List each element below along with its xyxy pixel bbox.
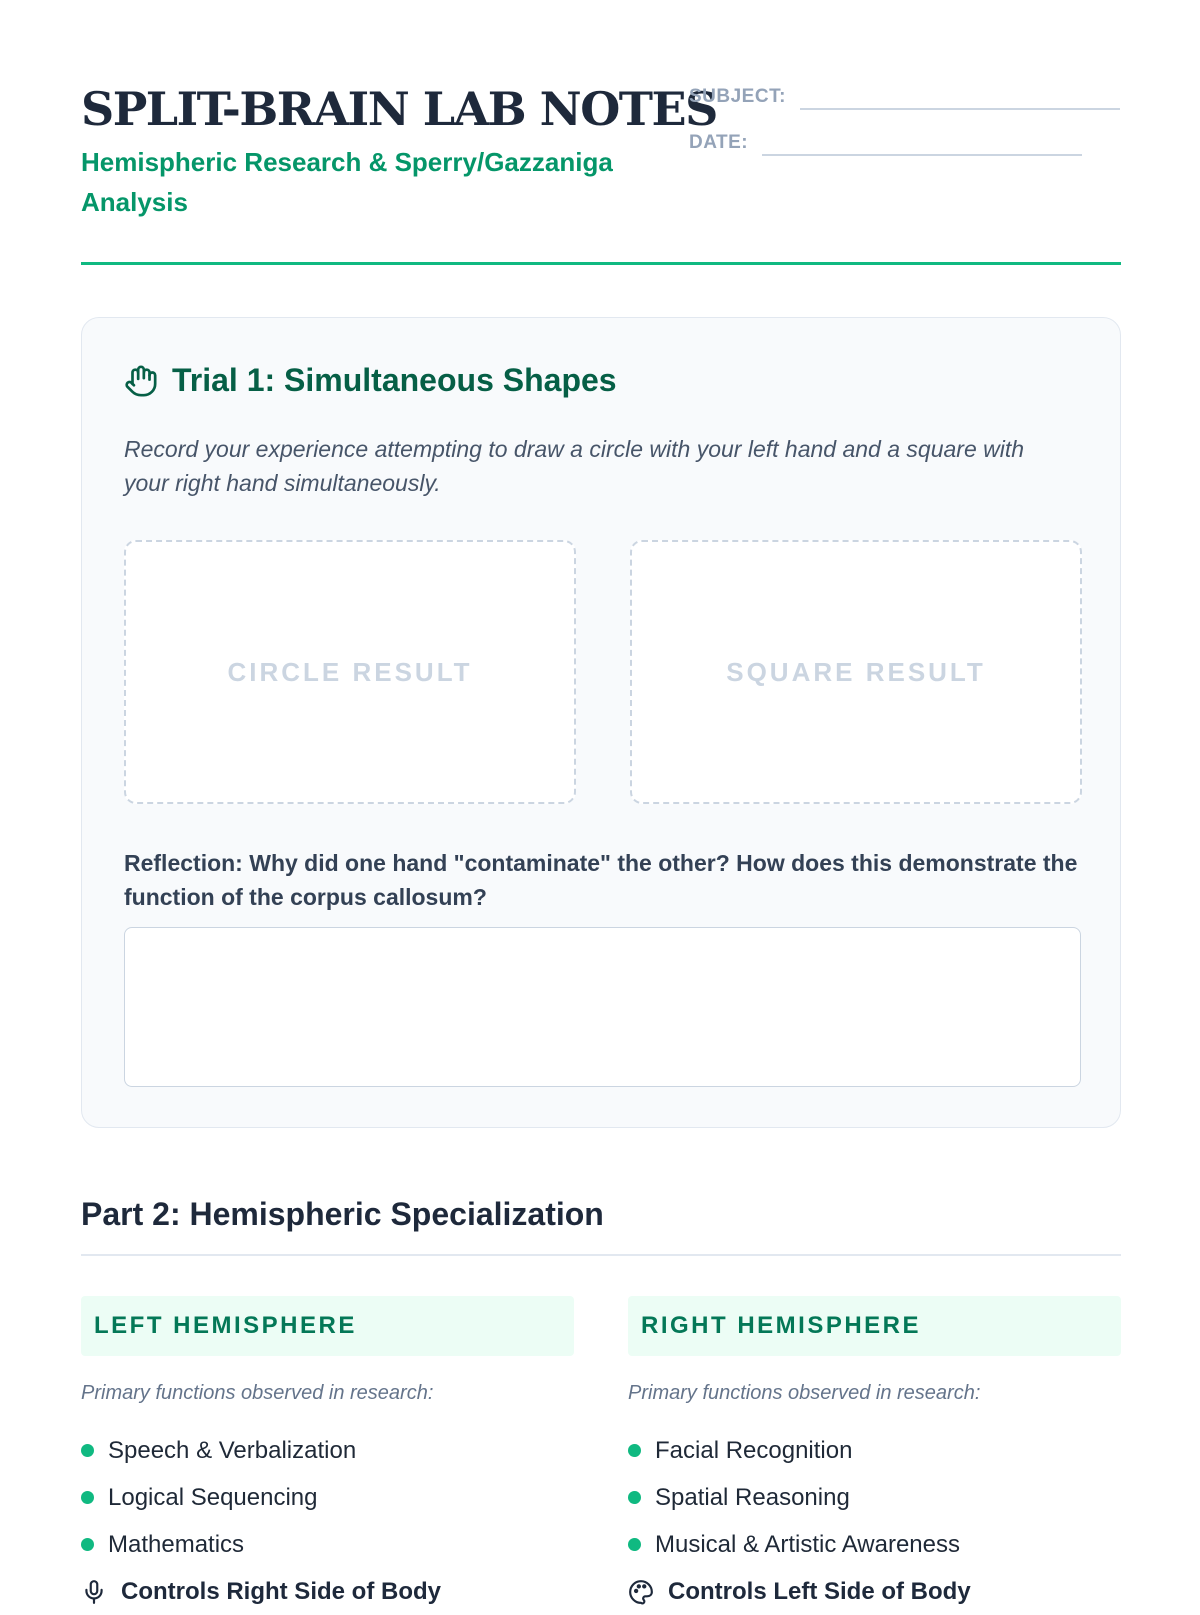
right-body-control-label: Controls Left Side of Body bbox=[668, 1577, 971, 1605]
list-item-label: Spatial Reasoning bbox=[655, 1483, 850, 1511]
subject-input-line[interactable] bbox=[800, 106, 1120, 110]
list-item bbox=[628, 1521, 1121, 1568]
square-result-label: SQUARE RESULT bbox=[726, 656, 986, 687]
left-hemisphere-list bbox=[81, 1427, 574, 1568]
page-title: SPLIT-BRAIN LAB NOTES bbox=[81, 82, 717, 136]
microphone-icon bbox=[81, 1579, 107, 1605]
list-item-label: Facial Recognition bbox=[655, 1436, 853, 1464]
trial-title-row bbox=[124, 362, 617, 399]
page-header bbox=[81, 0, 1121, 265]
list-item bbox=[81, 1474, 574, 1521]
list-item bbox=[628, 1474, 1121, 1521]
list-item bbox=[81, 1427, 574, 1474]
bullet-dot bbox=[81, 1538, 94, 1551]
list-item-label: Musical & Artistic Awareness bbox=[655, 1530, 961, 1558]
list-item-label: Mathematics bbox=[108, 1530, 245, 1558]
date-input-line[interactable] bbox=[762, 152, 1082, 156]
part2-divider bbox=[81, 1254, 1121, 1256]
hand-icon bbox=[124, 364, 158, 398]
page-subtitle: Hemispheric Research & Sperry/Gazzaniga Analysis bbox=[81, 147, 613, 217]
bullet-dot bbox=[81, 1444, 94, 1457]
list-item-label: Speech & Verbalization bbox=[108, 1436, 357, 1464]
date-label: DATE: bbox=[689, 132, 749, 153]
circle-result-box[interactable] bbox=[124, 540, 576, 804]
palette-icon bbox=[628, 1579, 654, 1605]
list-item bbox=[628, 1427, 1121, 1474]
trial-description: Record your experience attempting to draw a circle with your left hand and a square with your right hand simultaneously. bbox=[124, 436, 1025, 496]
subject-label: SUBJECT: bbox=[689, 86, 786, 107]
bullet-dot bbox=[81, 1491, 94, 1504]
left-hemisphere-column bbox=[81, 1296, 574, 1615]
left-hemisphere-heading: LEFT HEMISPHERE bbox=[81, 1296, 574, 1356]
square-result-box[interactable] bbox=[630, 540, 1082, 804]
subject-field-row bbox=[689, 86, 1120, 108]
left-body-control bbox=[81, 1568, 574, 1615]
bullet-dot bbox=[628, 1444, 641, 1457]
reflection-question: Reflection: Why did one hand "contaminate" the other? How does this demonstrate the function of the corpus callosum? bbox=[124, 850, 1078, 910]
list-item bbox=[81, 1521, 574, 1568]
right-hemisphere-note: Primary functions observed in research: bbox=[628, 1382, 981, 1404]
trial-card bbox=[81, 317, 1121, 1128]
right-hemisphere-list bbox=[628, 1427, 1121, 1568]
right-hemisphere-column bbox=[628, 1296, 1121, 1615]
lab-notes-page bbox=[81, 0, 1121, 1605]
bullet-dot bbox=[628, 1491, 641, 1504]
right-hemisphere-heading: RIGHT HEMISPHERE bbox=[628, 1296, 1121, 1356]
trial-title: Trial 1: Simultaneous Shapes bbox=[172, 362, 617, 398]
circle-result-label: CIRCLE RESULT bbox=[227, 656, 473, 687]
reflection-answer-field[interactable] bbox=[124, 927, 1081, 1087]
right-body-control bbox=[628, 1568, 1121, 1615]
list-item-label: Logical Sequencing bbox=[108, 1483, 318, 1511]
left-body-control-label: Controls Right Side of Body bbox=[121, 1577, 441, 1605]
left-hemisphere-note: Primary functions observed in research: bbox=[81, 1382, 434, 1404]
part2-title: Part 2: Hemispheric Specialization bbox=[81, 1196, 604, 1232]
date-field-row bbox=[689, 132, 1082, 154]
bullet-dot bbox=[628, 1538, 641, 1551]
